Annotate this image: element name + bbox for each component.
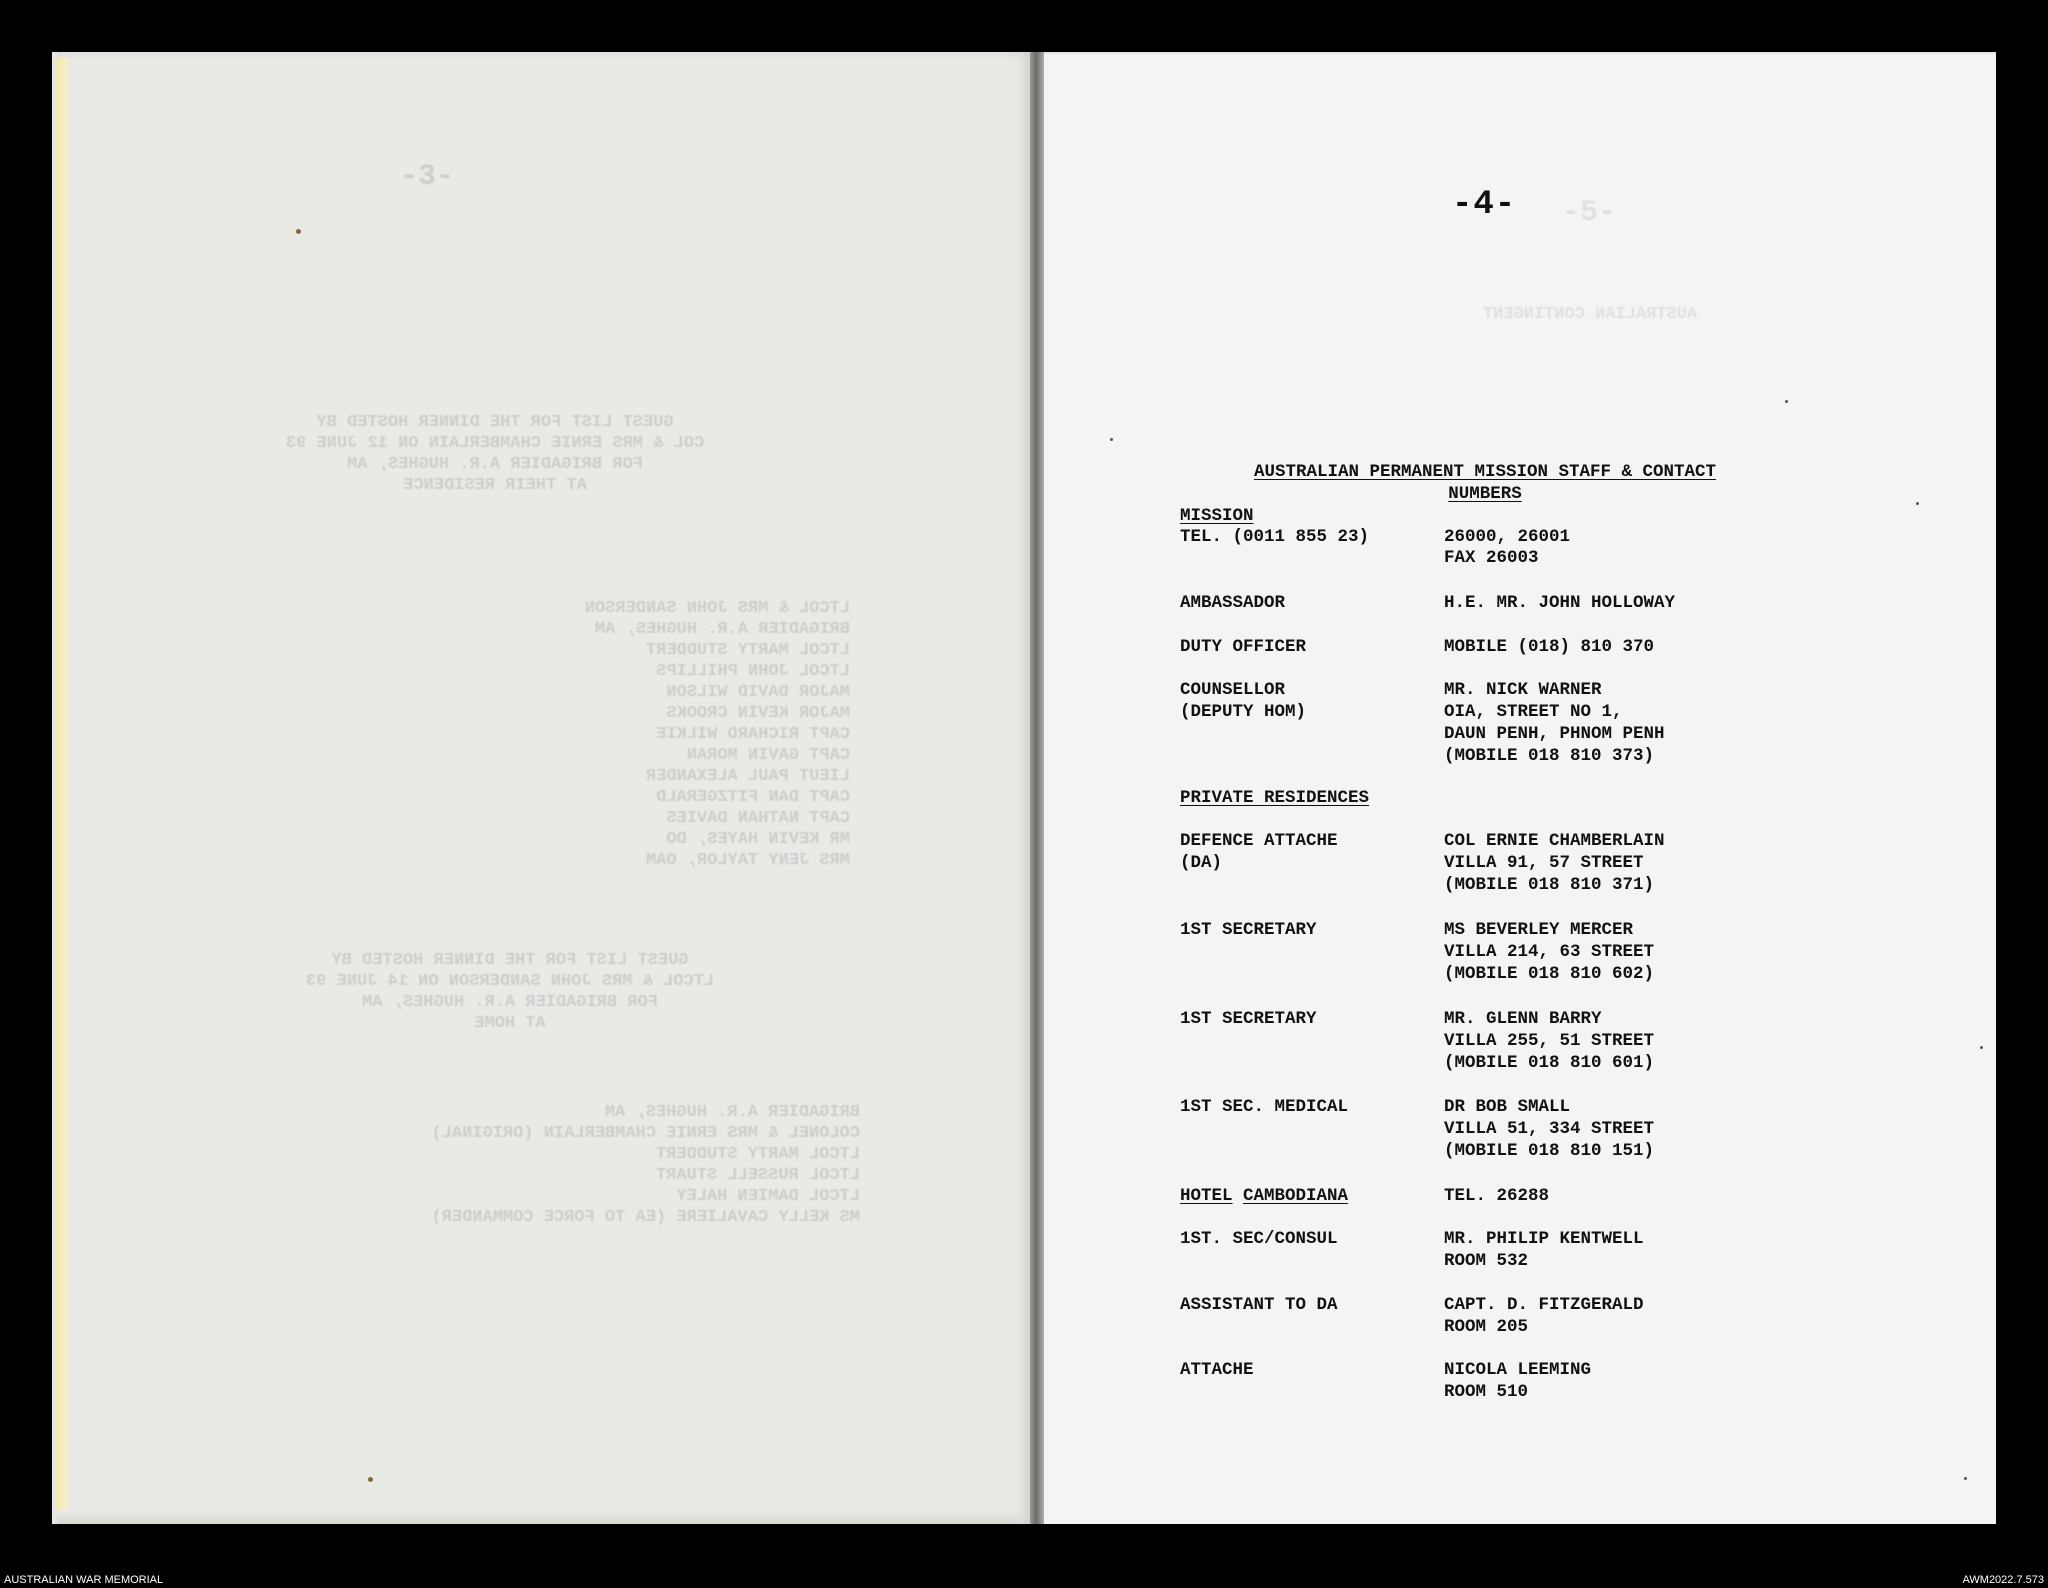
ambassador-label: AMBASSADOR [1180, 593, 1286, 613]
paper-speck [368, 1477, 373, 1482]
attache-room: ROOM 510 [1444, 1382, 1529, 1402]
counsellor-mobile: (MOBILE 018 810 373) [1444, 746, 1655, 766]
document-title-line1: AUSTRALIAN PERMANENT MISSION STAFF & CONTACT [1253, 462, 1717, 482]
left-ghost-guest-names-1: LTCOL & MRS JOHN SANDERSON BRIGADIER A.R. HUGHES, AM LTCOL MARTY STUDDERT LTCOL JOHN PHILLIPS MAJOR DAVID WILSON MAJOR KEVIN CROOKS CAPT RICHARD WILKIE CAPT GAVIN MORAN LIEUT PAUL ALEXANDER CAPT DAN FITZGERALD CAPT NATHAN DAVIES MR KEVIN HAYES, DO MRS JENY TAYLOR, OAM [584, 599, 850, 870]
left-page-edge [57, 58, 71, 1520]
paper-speck [1964, 1477, 1967, 1480]
document-title-line2: NUMBERS [1448, 484, 1522, 504]
assistant-name: CAPT. D. FITZGERALD [1444, 1295, 1644, 1315]
counsellor-address-1: OIA, STREET NO 1, [1444, 702, 1623, 722]
consul-name: MR. PHILIP KENTWELL [1444, 1229, 1644, 1249]
defence-attache-name: COL ERNIE CHAMBERLAIN [1444, 831, 1665, 851]
left-ghost-page-number: -3- [400, 160, 455, 194]
attache-label: ATTACHE [1180, 1360, 1254, 1380]
left-ghost-guest-names-2: BRIGADIER A.R. HUGHES, AM COLONEL & MRS ERNIE CHAMBERLAIN (ORIGINAL) LTCOL MARTY STUDDERT LTCOL RUSSELL STUART LTCOL DAMIEN HALEY MS KELLY CAVALIERE (EA TO FORCE COMMANDER) [431, 1103, 860, 1227]
first-secretary-mobile-2: (MOBILE 018 810 601) [1444, 1053, 1655, 1073]
paper-speck [296, 229, 301, 234]
defence-attache-abbrev: (DA) [1180, 853, 1223, 873]
duty-officer-label: DUTY OFFICER [1180, 637, 1307, 657]
left-ghost-guest-list-heading-2: GUEST LIST FOR THE DINNER HOSTED BY LTCOL & MRS JOHN SANDERSON ON 14 JUNE 93 FOR BRIGADIER A.R. HUGHES, AM AT HOME [305, 951, 715, 1033]
assistant-label: ASSISTANT TO DA [1180, 1295, 1338, 1315]
medical-secretary-label: 1ST SEC. MEDICAL [1180, 1097, 1349, 1117]
left-ghost-guest-list-heading-1: GUEST LIST FOR THE DINNER HOSTED BY COL & MRS ERNIE CHAMBERLAIN ON 12 JUNE 93 FOR BRIGADIER A.R. HUGHES, AM AT THEIR RESIDENCE [285, 413, 705, 495]
consul-label: 1ST. SEC/CONSUL [1180, 1229, 1338, 1249]
right-ghost-title: AUSTRALIAN CONTINGENT [1482, 305, 1698, 324]
hotel-label-word: HOTEL [1180, 1186, 1233, 1206]
assistant-room: ROOM 205 [1444, 1317, 1529, 1337]
attache-name: NICOLA LEEMING [1444, 1360, 1592, 1380]
counsellor-address-2: DAUN PENH, PHNOM PENH [1444, 724, 1665, 744]
duty-officer-value: MOBILE (018) 810 370 [1444, 637, 1655, 657]
paper-speck [1916, 502, 1919, 505]
counsellor-sublabel: (DEPUTY HOM) [1180, 702, 1307, 722]
ambassador-value: H.E. MR. JOHN HOLLOWAY [1444, 593, 1676, 613]
medical-secretary-name: DR BOB SMALL [1444, 1097, 1571, 1117]
book-gutter [1030, 52, 1044, 1524]
defence-attache-label: DEFENCE ATTACHE [1180, 831, 1338, 851]
first-secretary-label-1: 1ST SECRETARY [1180, 920, 1317, 940]
first-secretary-mobile-1: (MOBILE 018 810 602) [1444, 964, 1655, 984]
mission-tel-label: TEL. (0011 855 23) [1180, 527, 1370, 547]
mission-tel-value: 26000, 26001 [1444, 527, 1571, 547]
mission-heading: MISSION [1180, 506, 1254, 526]
counsellor-label: COUNSELLOR [1180, 680, 1286, 700]
hotel-phone: TEL. 26288 [1444, 1186, 1550, 1206]
first-secretary-address-1: VILLA 214, 63 STREET [1444, 942, 1655, 962]
first-secretary-name-1: MS BEVERLEY MERCER [1444, 920, 1634, 940]
hotel-label [1180, 1186, 1348, 1208]
first-secretary-name-2: MR. GLENN BARRY [1444, 1009, 1602, 1029]
paper-speck [1110, 438, 1113, 441]
counsellor-name: MR. NICK WARNER [1444, 680, 1602, 700]
defence-attache-mobile: (MOBILE 018 810 371) [1444, 875, 1655, 895]
paper-speck [1980, 1046, 1983, 1049]
private-residences-heading: PRIVATE RESIDENCES [1180, 788, 1370, 808]
left-page-bottom-edge [57, 1510, 1017, 1524]
footer-institution: AUSTRALIAN WAR MEMORIAL [4, 1574, 164, 1586]
hotel-label-name: CAMBODIANA [1243, 1186, 1349, 1206]
first-secretary-address-2: VILLA 255, 51 STREET [1444, 1031, 1655, 1051]
medical-secretary-mobile: (MOBILE 018 810 151) [1444, 1141, 1655, 1161]
footer-accession-number: AWM2022.7.573 [1962, 1574, 2044, 1586]
medical-secretary-address: VILLA 51, 334 STREET [1444, 1119, 1655, 1139]
defence-attache-address: VILLA 91, 57 STREET [1444, 853, 1644, 873]
first-secretary-label-2: 1ST SECRETARY [1180, 1009, 1317, 1029]
page-number: -4- [1452, 186, 1517, 224]
paper-speck [1785, 400, 1788, 403]
right-ghost-page-number: -5- [1562, 196, 1617, 230]
mission-fax-value: FAX 26003 [1444, 548, 1539, 568]
consul-room: ROOM 532 [1444, 1251, 1529, 1271]
